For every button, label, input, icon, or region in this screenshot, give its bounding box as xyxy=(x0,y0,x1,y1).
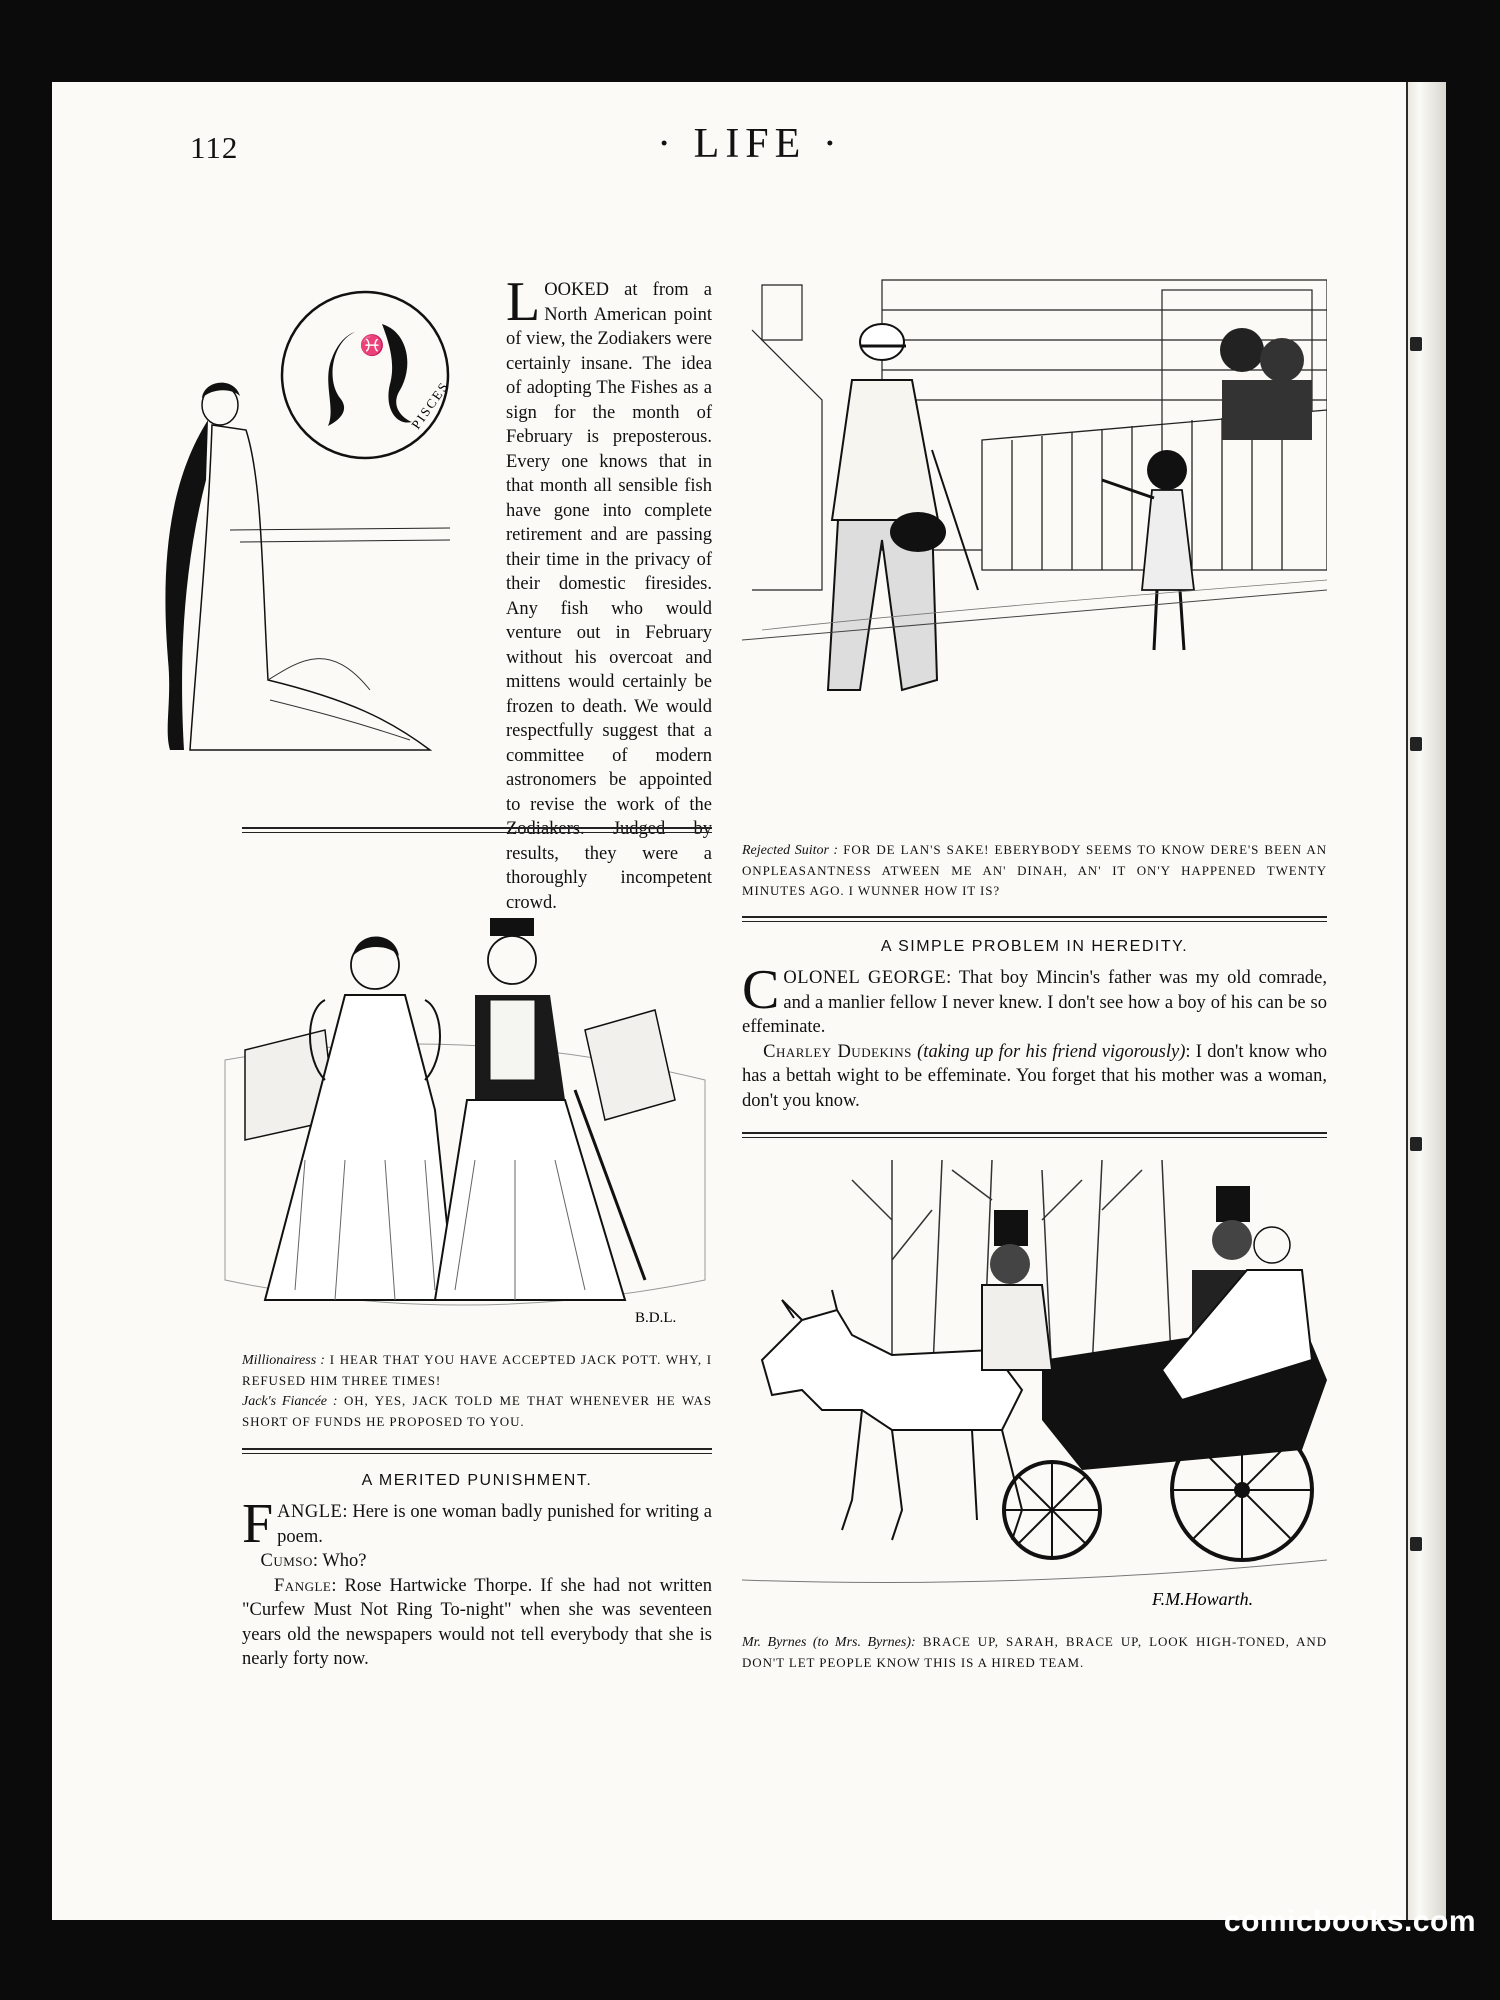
heredity-headline: A SIMPLE PROBLEM IN HEREDITY. xyxy=(880,938,1189,955)
dropcap-c: C xyxy=(742,959,780,1021)
binding-stitch xyxy=(1410,1137,1422,1151)
suitor-caption: Rejected Suitor : FOR DE LAN'S SAKE! EBERYBODY SEEMS TO KNOW DERE'S BEEN AN ONPLEASANTNESS ATWEEN ME AN' DINAH, AN' IT ON'Y HAPPENED TWENTY MINUTES AGO. I WUNNER HOW IT IS? xyxy=(742,842,1327,898)
divider xyxy=(742,1132,1327,1138)
pisces-medallion xyxy=(282,292,448,458)
dropcap-l: L xyxy=(506,271,541,333)
artist-signature: B.D.L. xyxy=(635,1310,677,1326)
punishment-headline: A MERITED PUNISHMENT. xyxy=(361,1472,593,1489)
zodiac-text: OOKED at from a North American point of view, the Zodiakers were certainly insane. The idea of adopting The Fishes as a sign for the month of February is preposterous. Every one knows that in that month all sensible fish have gone into complete retirement and are passing their time in the privacy of their domestic firesides. Any fish who would venture out in February without his overcoat and mittens would certainly be frozen to death. We would respectfully suggest that a committee of modern astronomers be appointed to revise the work of the Zodiakers. Judged by results, they were a thoroughly incompetent crowd. xyxy=(506,280,712,913)
carriage-caption: Mr. Byrnes (to Mrs. Byrnes): BRACE UP, SARAH, BRACE UP, LOOK HIGH-TONED, AND DON'T LET PEOPLE KNOW THIS IS A HIRED TEAM. xyxy=(742,1634,1328,1670)
site-watermark: comicbooks.com xyxy=(1223,1905,1476,1938)
masthead-title: · LIFE · xyxy=(657,121,843,167)
lady-gown xyxy=(190,425,430,750)
horizon-line xyxy=(230,528,450,530)
millionairess-cartoon xyxy=(205,860,715,1350)
zodiac-intro-column xyxy=(506,271,712,915)
heredity-article: C OLONEL GEORGE: That boy Mincin's father was my old comrade, and a manlier fellow I never knew. I don't see how a boy of his can be so effeminate. Charley Dudekins (taking up for his friend vigorously): I don't know who has a bettah wight to be effeminate. You forget that his mother was a woman, don't you know. xyxy=(742,959,1327,1111)
pisces-label: PISCES xyxy=(408,378,452,432)
pisces-lady-illustration xyxy=(150,280,470,760)
punishment-article: F ANGLE: Here is one woman badly punished for writing a poem. Cumso: Who? Fangle: Rose Hartwicke Thorpe. If she had not written "Curfew Must Not Ring To-night" when she was seventeen years old the newspapers would not tell everybody that she is nearly forty now. xyxy=(242,1493,713,1669)
book-spine xyxy=(1406,82,1446,1920)
fish-silhouette-right xyxy=(382,324,412,423)
fish-silhouette-left xyxy=(328,332,355,426)
divider xyxy=(742,916,1327,922)
page-number: 112 xyxy=(190,130,239,165)
binding-stitch xyxy=(1410,737,1422,751)
rejected-suitor-cartoon xyxy=(742,270,1327,830)
dropcap-f: F xyxy=(242,1493,274,1555)
artist-signature: F.M.Howarth. xyxy=(1152,1589,1254,1609)
millionairess-caption: Millionairess : I HEAR THAT YOU HAVE ACCEPTED JACK POTT. WHY, I REFUSED HIM THREE TIMES! Jack's Fiancée : OH, YES, JACK TOLD ME THAT WHENEVER HE WAS SHORT OF FUNDS HE PROPOSED TO YOU. xyxy=(242,1352,712,1429)
divider xyxy=(242,1448,712,1454)
pisces-symbol: ♓ xyxy=(359,335,385,357)
divider xyxy=(242,827,712,833)
binding-stitch xyxy=(1410,337,1422,351)
binding-stitch xyxy=(1410,1537,1422,1551)
feather-boa xyxy=(165,420,208,750)
carriage-cartoon xyxy=(742,1160,1327,2000)
